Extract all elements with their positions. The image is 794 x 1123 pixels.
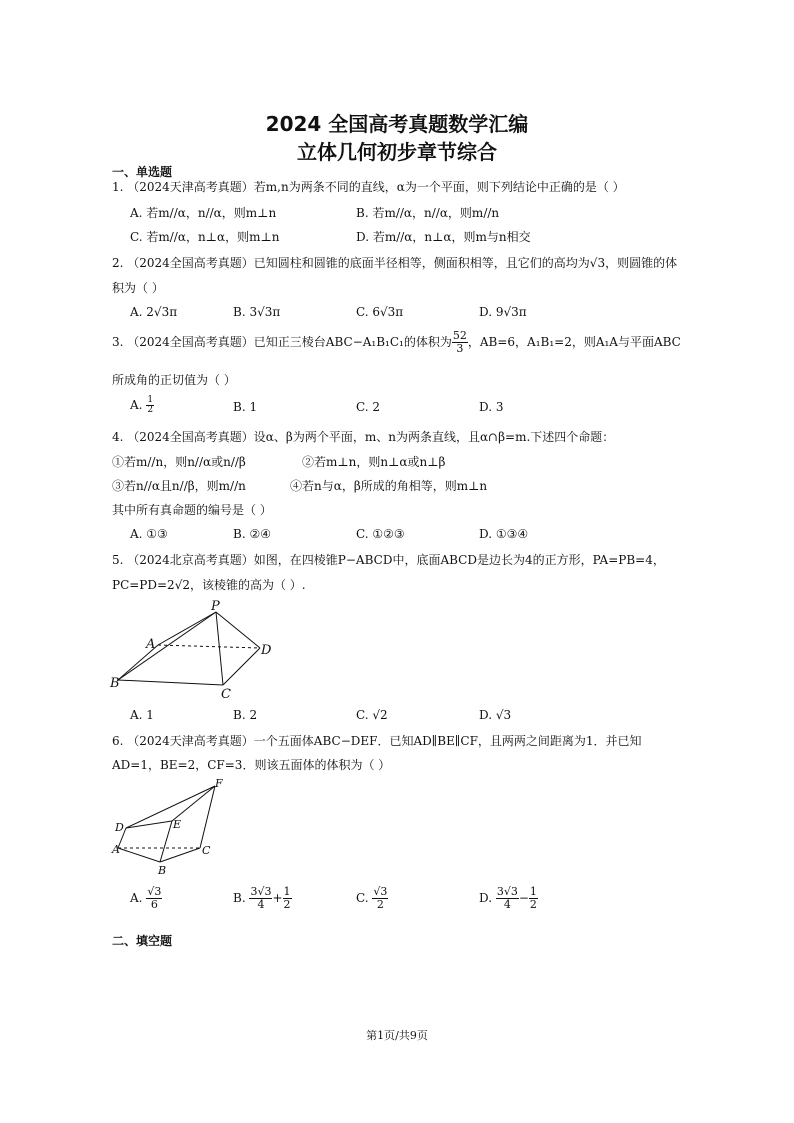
label-B: B — [110, 676, 120, 691]
label-P: P — [211, 599, 220, 614]
q5-option-d: D. √3 — [479, 708, 512, 722]
q2-option-c: C. 6√3π — [356, 305, 404, 319]
label-A: A — [146, 637, 156, 652]
edge-CD — [223, 648, 260, 685]
q3-stem-part1: 3. （2024全国高考真题）已知正三棱台ABC−A₁B₁C₁的体积为 — [112, 335, 452, 349]
q3-volume-fraction — [452, 330, 468, 355]
option-label: B. — [233, 891, 246, 905]
q4-proposition-1: ①若m//n，则n//α或n//β — [112, 455, 246, 469]
label-C: C — [221, 687, 231, 698]
q4-option-d: D. ①③④ — [479, 527, 529, 541]
fraction-denominator: 4 — [257, 898, 265, 911]
fraction-numerator: 1 — [529, 885, 537, 898]
q1-option-b: B. 若m//α，n//α，则m//n — [356, 206, 500, 220]
q3-option-b: B. 1 — [233, 400, 258, 414]
edge-BC — [118, 680, 223, 685]
fraction-numerator: 3√3 — [250, 885, 272, 898]
option-label: A. — [130, 891, 143, 905]
edge-PC — [216, 612, 223, 685]
q5-stem-line1: 5. （2024北京高考真题）如图，在四棱锥P−ABCD中，底面ABCD是边长为4的正方形，PA=PB=4， — [112, 553, 665, 567]
q4-proposition-3: ③若n//α且n//β，则m//n — [112, 479, 246, 493]
q4-option-a: A. ①③ — [130, 527, 168, 541]
q4-option-b: B. ②④ — [233, 527, 271, 541]
fraction-numerator: 52 — [452, 329, 467, 342]
fraction-denominator: 2 — [147, 405, 154, 415]
label-D: D — [261, 643, 272, 658]
q3-option-d: D. 3 — [479, 400, 504, 414]
q3-stem-part2: ，AB=6，A₁B₁=2，则A₁A与平面ABC — [467, 335, 681, 349]
option-label: C. — [356, 891, 369, 905]
fraction-denominator: 4 — [503, 898, 511, 911]
operator: + — [272, 891, 283, 905]
q6-option-c-fraction — [372, 886, 388, 911]
q3-option-a — [130, 396, 154, 415]
edge-PD — [216, 612, 260, 648]
q6-stem-line1: 6. （2024天津高考真题）一个五面体ABC−DEF．已知AD∥BE∥CF，且两两之间距离为1．并已知 — [112, 734, 642, 748]
q5-stem-line2: PC=PD=2√2，该棱锥的高为（ ）. — [112, 578, 306, 592]
fraction-numerator: √3 — [373, 885, 388, 898]
q2-stem-line1: 2. （2024全国高考真题）已知圆柱和圆锥的底面半径相等，侧面积相等，且它们的高均为√3，则圆锥的体 — [112, 256, 678, 270]
fraction-numerator: 3√3 — [496, 885, 518, 898]
edge-PA — [158, 612, 216, 645]
fraction-numerator: 1 — [283, 885, 291, 898]
label-B: B — [158, 864, 167, 877]
q6-stem-line2: AD=1，BE=2，CF=3．则该五面体的体积为（ ） — [112, 758, 391, 772]
q6-option-d-fraction2 — [529, 886, 538, 911]
edge-EB — [160, 821, 172, 862]
q4-proposition-4: ④若n与α，β所成的角相等，则m⊥n — [290, 479, 488, 493]
edge-BC — [160, 848, 200, 862]
q3-stem-line1 — [112, 330, 681, 355]
label-E: E — [173, 818, 182, 831]
edge-AB — [118, 848, 160, 862]
q2-stem-line2: 积为（ ） — [112, 281, 164, 295]
option-label: A. — [130, 398, 143, 412]
q4-ask: 其中所有真命题的编号是（ ） — [112, 503, 272, 517]
edge-AD-hidden — [158, 645, 260, 648]
q5-option-c: C. √2 — [356, 708, 388, 722]
fraction-denominator: 2 — [529, 898, 537, 911]
q5-option-a: A. 1 — [130, 708, 154, 722]
fraction-denominator: 2 — [283, 898, 291, 911]
q6-option-c — [356, 886, 388, 911]
option-label: D. — [479, 891, 493, 905]
q6-option-b — [233, 886, 292, 911]
fraction-denominator: 3 — [456, 342, 464, 355]
label-A: A — [112, 843, 120, 856]
q1-option-d: D. 若m//α，n⊥α，则m与n相交 — [356, 230, 531, 244]
label-C: C — [202, 844, 211, 857]
q4-proposition-2: ②若m⊥n，则n⊥α或n⊥β — [302, 455, 446, 469]
label-F: F — [215, 777, 223, 790]
q3-option-c: C. 2 — [356, 400, 381, 414]
q5-pyramid-figure — [108, 598, 288, 698]
q3-option-a-fraction — [146, 396, 154, 415]
q6-option-b-fraction1 — [249, 886, 272, 911]
q6-pentahedron-figure — [110, 776, 230, 878]
fraction-denominator: 6 — [150, 898, 158, 911]
q5-option-b: B. 2 — [233, 708, 258, 722]
q3-stem-line2: 所成角的正切值为（ ） — [112, 373, 236, 387]
fraction-numerator: √3 — [147, 885, 162, 898]
section-heading-fill-in: 二、填空题 — [112, 934, 173, 948]
q6-option-a — [130, 886, 162, 911]
section-heading-single-choice: 一、单选题 — [112, 165, 173, 179]
q2-option-b: B. 3√3π — [233, 305, 281, 319]
fraction-denominator: 2 — [376, 898, 384, 911]
q6-option-b-fraction2 — [283, 886, 292, 911]
page-title: 2024 全国高考真题数学汇编 — [265, 112, 529, 136]
fraction-numerator: 1 — [147, 395, 154, 405]
page-subtitle: 立体几何初步章节综合 — [297, 140, 497, 164]
page-footer: 第1页/共9页 — [366, 1029, 428, 1042]
q1-stem: 1. （2024天津高考真题）若m,n为两条不同的直线，α为一个平面，则下列结论中正确的是（ ） — [112, 180, 625, 194]
q6-option-d-fraction1 — [496, 886, 519, 911]
q1-option-a: A. 若m//α，n//α，则m⊥n — [130, 206, 277, 220]
label-D: D — [115, 821, 124, 834]
q6-option-d — [479, 886, 538, 911]
q2-option-a: A. 2√3π — [130, 305, 178, 319]
q6-option-a-fraction — [146, 886, 162, 911]
edge-FC — [200, 786, 215, 848]
operator: − — [518, 891, 529, 905]
q1-option-c: C. 若m//α，n⊥α，则m⊥n — [130, 230, 280, 244]
q4-option-c: C. ①②③ — [356, 527, 405, 541]
q4-stem: 4. （2024全国高考真题）设α、β为两个平面，m、n为两条直线，且α∩β=m.下述四个命题： — [112, 430, 615, 444]
q2-option-d: D. 9√3π — [479, 305, 527, 319]
